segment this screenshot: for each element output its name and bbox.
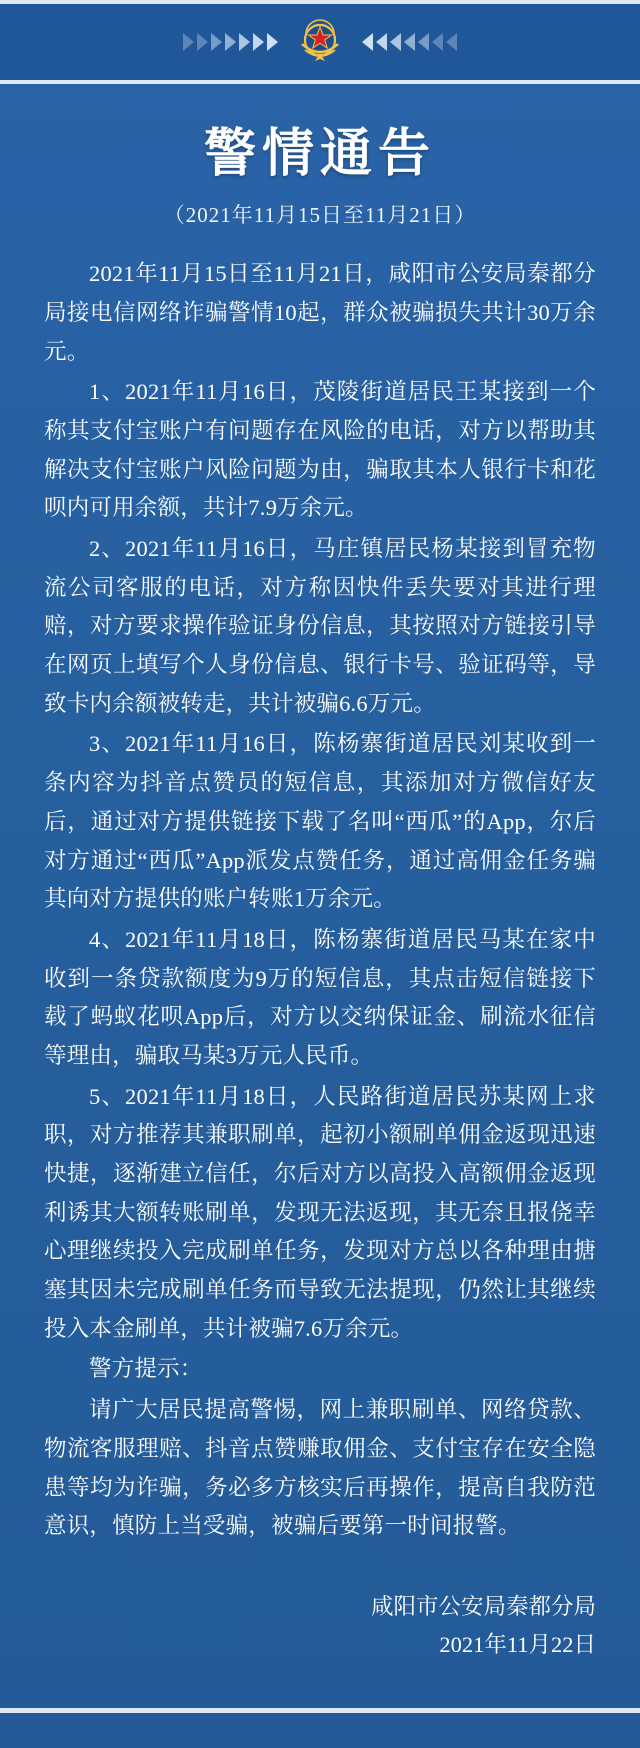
paragraph-case-1: 1、2021年11月16日，茂陵街道居民王某接到一个称其支付宝账户有问题存在风险的电话，对方以帮助其解决支付宝账户风险问题为由，骗取其本人银行卡和花呗内可用余额，共计7.9万余元。 — [44, 379, 596, 521]
police-tip-text: 请广大居民提高警惕，网上兼职刷单、网络贷款、物流客服理赔、抖音点赞赚取佣金、支付宝存在安全隐患等均为诈骗，务必多方核实后再操作，提高自我防范意识，慎防上当受骗，被骗后要第一时间报警。 — [44, 1397, 596, 1539]
chevron-left-icon — [432, 33, 443, 51]
signature-date: 2021年11月22日 — [439, 1632, 596, 1658]
chevron-left-icon — [404, 33, 415, 51]
paragraph-summary: 2021年11月15日至11月21日，咸阳市公安局秦都分局接电信网络诈骗警情10起，群众被骗损失共计30万余元。 — [44, 261, 596, 364]
notice-body — [0, 229, 640, 1546]
chevron-left-icon — [376, 33, 387, 51]
header-band — [0, 4, 640, 80]
paragraph-case-4: 4、2021年11月18日，陈杨寨街道居民马某在家中收到一条贷款额度为9万的短信息，其点击短信链接下载了蚂蚁花呗App后，对方以交纳保证金、刷流水征信等理由，骗取马某3万元人民币。 — [44, 926, 596, 1068]
chevron-right-icon — [253, 33, 264, 51]
paragraph-case-5: 5、2021年11月18日，人民路街道居民苏某网上求职，对方推荐其兼职刷单，起初小额刷单佣金返现迅速快捷，逐渐建立信任，尔后对方以高投入高额佣金返现利诱其大额转账刷单，发现无法返现，其无奈且报侥幸心理继续投入完成刷单任务，发现对方总以各种理由搪塞其因未完成刷单任务而导致无法提现，仍然让其继续投入本金刷单，共计被骗7.6万余元。 — [44, 1083, 596, 1341]
left-chevron-row — [183, 33, 278, 51]
chevron-left-icon — [418, 33, 429, 51]
title-date-range: （2021年11月15日至11月21日） — [163, 203, 477, 228]
paragraph-case-3: 3、2021年11月16日，陈杨寨街道居民刘某收到一条内容为抖音点赞员的短信息，其添加对方微信好友后，通过对方提供链接下载了名叫“西瓜”的App，尔后对方通过“西瓜”App派发点赞任务，通过高佣金任务骗其向对方提供的账户转账1万余元。 — [44, 731, 596, 912]
chevron-right-icon — [225, 33, 236, 51]
chevron-right-icon — [211, 33, 222, 51]
chevron-right-icon — [197, 33, 208, 51]
page-title: 警情通告 — [203, 126, 436, 183]
paragraph-case-2: 2、2021年11月16日，马庄镇居民杨某接到冒充物流公司客服的电话，对方称因快件丢失要对其进行理赔，对方要求操作验证身份信息，其按照对方链接引导在网页上填写个人身份信息、银行卡号、验证码等，导致卡内余额被转走，共计被骗6.6万元。 — [44, 536, 596, 716]
right-chevron-row — [362, 33, 457, 51]
china-police-badge — [292, 14, 348, 70]
signature-organization: 咸阳市公安局秦都分局 — [370, 1593, 596, 1619]
chevron-right-icon — [267, 33, 278, 51]
chevron-left-icon — [362, 33, 373, 51]
footer-spacer — [0, 1713, 640, 1737]
chevron-right-icon — [183, 33, 194, 51]
signature-block — [0, 1588, 640, 1665]
chevron-left-icon — [446, 33, 457, 51]
chevron-right-icon — [239, 33, 250, 51]
police-tip-title: 警方提示： — [89, 1356, 203, 1382]
chevron-left-icon — [390, 33, 401, 51]
header-bottom-rule — [0, 80, 640, 84]
title-block — [0, 126, 640, 229]
